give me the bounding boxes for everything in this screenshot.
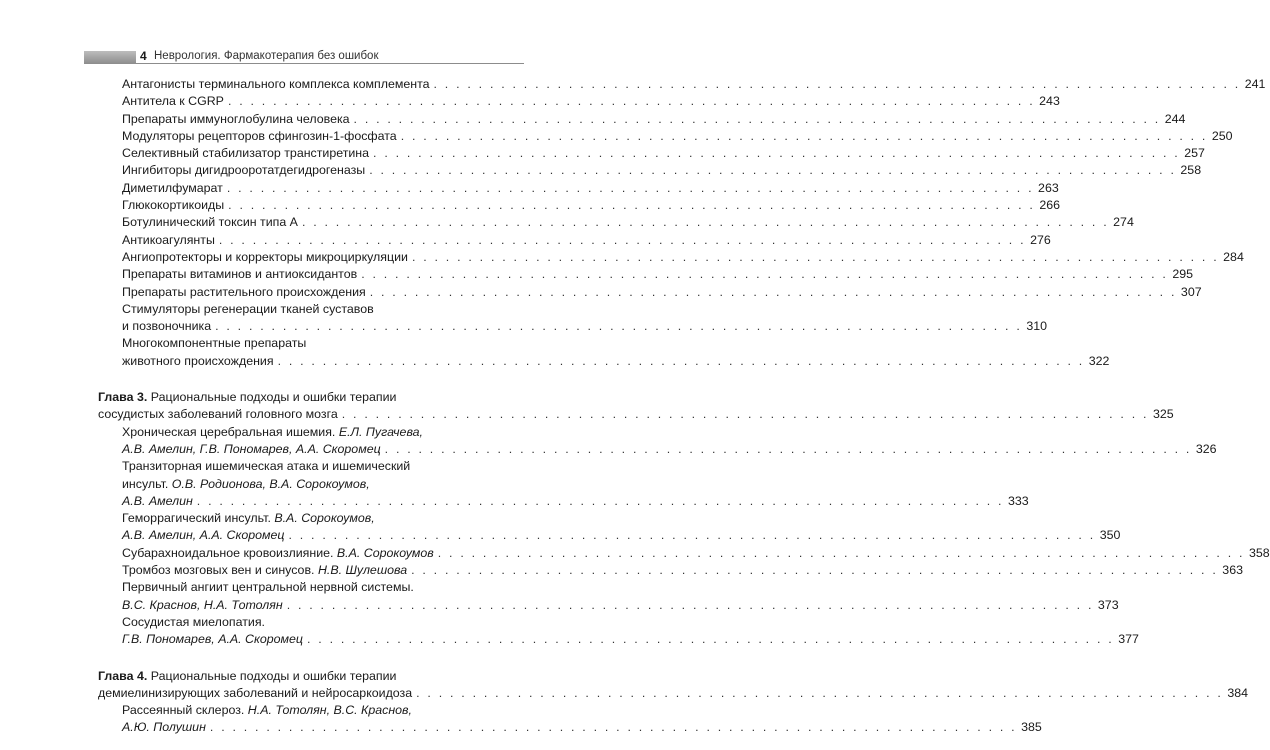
dot-leader: [287, 597, 1094, 614]
dot-leader: [401, 128, 1208, 145]
entry-title: Первичный ангиит центральной нервной системы.: [122, 580, 414, 595]
chapter-label: Глава 3.: [98, 390, 148, 405]
entry-page: 333: [1008, 493, 1029, 508]
entry-authors: В.А. Сорокоумов,: [274, 511, 375, 526]
entry-title: Препараты растительного происхождения: [122, 284, 366, 299]
entry-title: Ботулинический токсин типа А: [122, 215, 298, 230]
entry-page: 244: [1164, 111, 1186, 126]
dot-leader: [434, 76, 1241, 93]
toc-entry: [122, 301, 1047, 336]
entry-title: Препараты витаминов и антиоксидантов: [122, 267, 358, 282]
chapter-title: Рациональные подходы и ошибки терапии: [150, 668, 397, 683]
dot-leader: [215, 318, 1022, 335]
toc-entry: [122, 249, 1244, 266]
entry-title: Антагонисты терминального комплекса комплемента: [122, 77, 430, 91]
entry-page: 276: [1030, 232, 1051, 247]
entry-authors: Е.Л. Пугачева,: [338, 424, 423, 439]
entry-title: Хроническая церебральная ишемия.: [122, 424, 336, 439]
entry-title: Препараты иммуноглобулина человека: [122, 111, 350, 126]
entry-page: 250: [1211, 128, 1233, 143]
entry-title: Рассеянный склероз.: [122, 703, 245, 718]
entry-page: 310: [1026, 319, 1047, 334]
entry-authors: В.А. Сорокоумов: [336, 545, 434, 560]
entry-page: 266: [1039, 198, 1061, 213]
entry-title: Многокомпонентные препараты: [122, 336, 307, 351]
toc-entry: [122, 128, 1233, 145]
entry-title: Стимуляторы регенерации тканей суставов: [122, 301, 374, 316]
entry-title: Геморрагический инсульт.: [122, 511, 271, 526]
dot-leader: [210, 719, 1017, 736]
entry-authors: О.В. Родионова, В.А. Сорокоумов,: [171, 476, 370, 491]
header-decor-strip: [84, 51, 136, 64]
dot-leader: [288, 527, 1095, 544]
toc-entry: [122, 266, 1194, 283]
dot-leader: [373, 145, 1180, 162]
entry-page: 241: [1244, 77, 1266, 91]
entry-title: Сосудистая миелопатия.: [122, 614, 265, 629]
entry-page: 377: [1118, 632, 1139, 647]
toc-entry: [122, 162, 1202, 179]
entry-authors: Н.В. Шулешова: [317, 563, 408, 578]
dot-leader: [361, 266, 1168, 283]
entry-title: Антитела к CGRP: [122, 94, 224, 109]
entry-page: 258: [1180, 163, 1202, 178]
dot-leader: [370, 284, 1177, 301]
chapter-page: 325: [1152, 407, 1174, 422]
toc-entry: [122, 197, 1061, 214]
entry-authors-cont: А.Ю. Полушин: [122, 720, 206, 735]
dot-leader: [438, 545, 1245, 562]
entry-page: 284: [1223, 249, 1244, 264]
entry-title: Глюкокортикоиды: [122, 198, 225, 213]
dot-leader: [227, 180, 1034, 197]
chapter-title: Рациональные подходы и ошибки терапии: [150, 390, 397, 405]
entry-title: Ингибиторы дигидрооротатдегидрогеназы: [122, 163, 366, 178]
entry-title-cont: и позвоночника: [122, 319, 212, 334]
entry-authors: Г.В. Пономарев, А.А. Скоромец: [122, 632, 303, 647]
chapter-title-cont: сосудистых заболеваний головного мозга: [98, 407, 338, 422]
toc-section-chapter2: [122, 76, 1266, 370]
entry-authors-cont: А.В. Амелин, А.А. Скоромец: [122, 528, 285, 543]
entry-page: 307: [1180, 284, 1202, 299]
toc-entry: [122, 458, 1029, 510]
dot-leader: [302, 214, 1109, 231]
entry-title: Транзиторная ишемическая атака и ишемический: [122, 459, 411, 474]
entry-page: 257: [1184, 146, 1205, 161]
dot-leader: [342, 406, 1149, 423]
toc-entry: [122, 702, 1042, 737]
entry-page: 350: [1099, 528, 1121, 543]
toc-entry: [122, 111, 1186, 128]
entry-title: Селективный стабилизатор транстиретина: [122, 146, 370, 161]
toc-entry: [122, 76, 1266, 93]
entry-page: 385: [1021, 720, 1042, 735]
toc-entry: [122, 424, 1217, 459]
dot-leader: [354, 111, 1161, 128]
dot-leader: [369, 162, 1176, 179]
entry-page: 363: [1222, 563, 1243, 578]
toc-entry: [122, 284, 1202, 301]
toc-entry: [122, 545, 1270, 562]
dot-leader: [197, 493, 1004, 510]
entry-page: 373: [1097, 597, 1119, 612]
entry-authors: В.С. Краснов, Н.А. Тотолян: [122, 597, 283, 612]
entry-title: Антикоагулянты: [122, 232, 215, 247]
entry-page: 274: [1113, 215, 1134, 230]
dot-leader: [278, 353, 1085, 370]
dot-leader: [416, 685, 1223, 702]
dot-leader: [385, 441, 1192, 458]
entry-page: 263: [1038, 180, 1059, 195]
toc-entry: [122, 232, 1051, 249]
book-title: Неврология. Фармакотерапия без ошибок: [154, 50, 379, 62]
dot-leader: [228, 197, 1035, 214]
chapter-3-heading: [98, 389, 1174, 424]
toc-entry: [122, 214, 1134, 231]
dot-leader: [411, 562, 1218, 579]
chapter-page: 384: [1227, 685, 1249, 700]
running-header: [84, 48, 524, 68]
entry-page: 322: [1088, 353, 1110, 368]
entry-title-cont: инсульт.: [122, 476, 169, 491]
entry-page: 243: [1039, 94, 1060, 109]
entry-title-cont: животного происхождения: [122, 353, 274, 368]
entry-title: Ангиопротекторы и корректоры микроциркуляции: [122, 249, 408, 264]
dot-leader: [228, 93, 1035, 110]
toc-entry: [122, 562, 1243, 579]
table-of-contents: [98, 76, 1270, 737]
toc-entry: [122, 93, 1060, 110]
toc-entry: [122, 335, 1110, 370]
page-number: 4: [140, 49, 147, 63]
entry-authors: Н.А. Тотолян, В.С. Краснов,: [247, 703, 412, 718]
toc-entry: [122, 510, 1121, 545]
entry-authors-cont: А.В. Амелин: [122, 493, 193, 508]
entry-authors-cont: А.В. Амелин, Г.В. Пономарев, А.А. Скоромец: [122, 441, 381, 456]
toc-entry: [122, 579, 1119, 614]
chapter-title-cont: демиелинизирующих заболеваний и нейросаркоидоза: [98, 685, 413, 700]
chapter-label: Глава 4.: [98, 668, 148, 683]
dot-leader: [412, 249, 1219, 266]
entry-page: 358: [1248, 545, 1270, 560]
entry-title: Модуляторы рецепторов сфингозин-1-фосфата: [122, 128, 397, 143]
chapter-4-heading: [98, 668, 1249, 703]
toc-entry: [122, 180, 1059, 197]
dot-leader: [307, 631, 1114, 648]
toc-entry: [122, 614, 1139, 649]
entry-title: Тромбоз мозговых вен и синусов.: [122, 563, 315, 578]
header-rule: [136, 63, 524, 64]
entry-page: 295: [1172, 267, 1194, 282]
dot-leader: [219, 232, 1026, 249]
entry-title: Диметилфумарат: [122, 180, 223, 195]
toc-entry: [122, 145, 1205, 162]
entry-title: Субарахноидальное кровоизлияние.: [122, 545, 334, 560]
entry-page: 326: [1195, 441, 1217, 456]
